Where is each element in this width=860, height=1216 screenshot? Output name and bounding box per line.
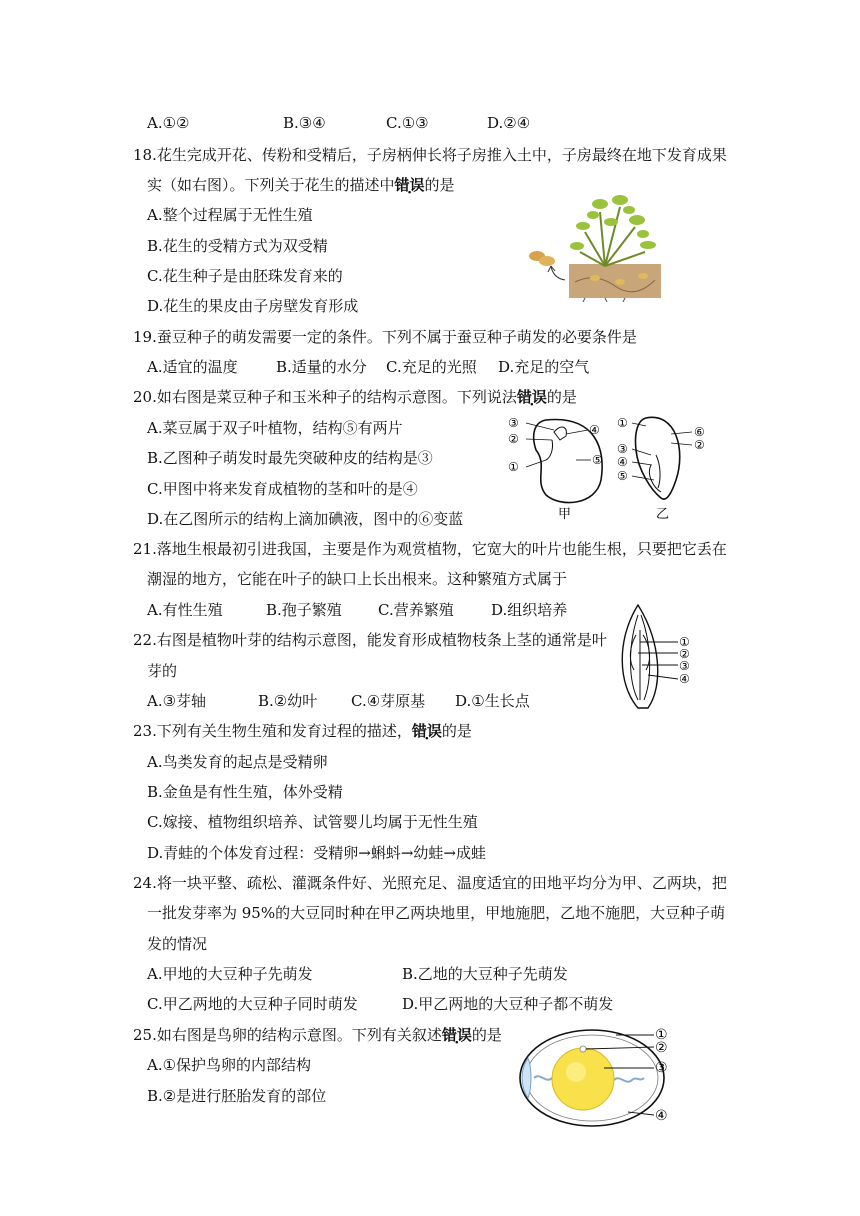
- leaf-bud-figure: [608, 600, 698, 712]
- q18-option-c: C.花生种子是由胚珠发育来的: [147, 267, 343, 285]
- jia-label-2: ②: [508, 432, 519, 446]
- q20-emphasis: 错误: [516, 388, 547, 406]
- q20-option-d: D.在乙图所示的结构上滴加碘液，图中的⑥变蓝: [147, 510, 464, 528]
- q21-option-c: C.营养繁殖: [378, 601, 454, 619]
- yi-label-4: ④: [617, 455, 628, 469]
- q22-option-a: A.③芽轴: [147, 692, 207, 710]
- q18-stem-end: 的是: [424, 176, 455, 194]
- q21-option-a: A.有性生殖: [147, 601, 223, 619]
- q22-option-d: D.①生长点: [455, 692, 530, 710]
- q18-emphasis: 错误: [394, 176, 425, 194]
- q19-stem: 19.蚕豆种子的萌发需要一定的条件。下列不属于蚕豆种子萌发的必要条件是: [133, 328, 637, 346]
- yi-label-2: ②: [694, 438, 705, 452]
- q24-stem-line3: 发的情况: [147, 935, 208, 953]
- jia-label-1: ①: [508, 460, 519, 474]
- q20-stem: [133, 387, 577, 407]
- q21-option-d: D.组织培养: [491, 601, 568, 619]
- bird-egg-figure: [516, 1022, 702, 1134]
- q25-option-b: B.②是进行胚胎发育的部位: [147, 1087, 327, 1105]
- q24-option-c: C.甲乙两地的大豆种子同时萌发: [147, 995, 358, 1013]
- bud-label-3: ③: [679, 659, 690, 673]
- q19-option-d: D.充足的空气: [498, 358, 590, 376]
- q24-stem-line2: 一批发芽率为 95%的大豆同时种在甲乙两块地里，甲地施肥，乙地不施肥，大豆种子萌: [147, 904, 726, 922]
- q24-option-d: D.甲乙两地的大豆种子都不萌发: [402, 995, 614, 1013]
- egg-label-4: ④: [655, 1108, 668, 1124]
- q22-stem-line1: 22.右图是植物叶芽的结构示意图，能发育形成植物枝条上茎的通常是叶: [133, 631, 607, 649]
- q21-option-b: B.孢子繁殖: [266, 601, 342, 619]
- q18-stem-line2: [147, 175, 455, 195]
- q23-option-d: D.青蛙的个体发育过程：受精卵→蝌蚪→幼蛙→成蛙: [147, 844, 486, 862]
- egg-label-3: ③: [655, 1060, 668, 1076]
- jia-label-3: ③: [508, 416, 519, 430]
- q23-option-a: A.鸟类发育的起点是受精卵: [147, 753, 328, 771]
- q18-option-d: D.花生的果皮由子房壁发育形成: [147, 297, 359, 315]
- q25-option-a: A.①保护鸟卵的内部结构: [147, 1056, 312, 1074]
- yi-label-1: ①: [617, 416, 628, 430]
- yi-label-6: ⑥: [694, 425, 705, 439]
- q19-option-b: B.适量的水分: [276, 358, 367, 376]
- q23-stem: [133, 721, 472, 741]
- q18-option-b: B.花生的受精方式为双受精: [147, 237, 328, 255]
- bud-label-2: ②: [679, 647, 690, 661]
- q17-option-d: D.②④: [487, 114, 531, 132]
- q20-stem-text: 20.如右图是菜豆种子和玉米种子的结构示意图。下列说法: [133, 388, 517, 406]
- q17-option-c: C.①③: [386, 114, 429, 132]
- q23-stem-end: 的是: [441, 722, 472, 740]
- q25-emphasis: 错误: [441, 1026, 472, 1044]
- q17-option-b: B.③④: [283, 114, 326, 132]
- q18-stem-text: 实（如右图）。下列关于花生的描述中: [147, 176, 395, 194]
- yi-caption: 乙: [656, 507, 670, 522]
- egg-label-1: ①: [655, 1027, 668, 1043]
- q23-option-c: C.嫁接、植物组织培养、试管婴儿均属于无性生殖: [147, 813, 478, 831]
- q17-option-a: A.①②: [147, 114, 190, 132]
- q24-stem-line1: 24.将一块平整、疏松、灌溉条件好、光照充足、温度适宜的田地平均分为甲、乙两块，把: [133, 874, 727, 892]
- seed-structure-figure: [506, 410, 726, 522]
- q23-stem-text: 23.下列有关生物生殖和发育过程的描述，: [133, 722, 412, 740]
- q23-emphasis: 错误: [411, 722, 442, 740]
- q24-option-a: A.甲地的大豆种子先萌发: [147, 965, 313, 983]
- q25-stem-text: 25.如右图是鸟卵的结构示意图。下列有关叙述: [133, 1026, 442, 1044]
- bud-label-1: ①: [679, 635, 690, 649]
- q18-stem-line1: 18.花生完成开花、传粉和受精后，子房柄伸长将子房推入土中，子房最终在地下发育成果: [133, 146, 727, 164]
- yi-label-3: ③: [617, 442, 628, 456]
- q21-stem-line2: 潮湿的地方，它能在叶子的缺口上长出根来。这种繁殖方式属于: [147, 570, 568, 588]
- q20-option-a: A.菜豆属于双子叶植物，结构⑤有两片: [147, 419, 403, 437]
- q20-option-b: B.乙图种子萌发时最先突破种皮的结构是③: [147, 449, 433, 467]
- jia-label-4: ④: [589, 423, 600, 437]
- egg-label-2: ②: [655, 1040, 668, 1056]
- q19-option-c: C.充足的光照: [386, 358, 477, 376]
- q22-stem-line2: 芽的: [147, 662, 178, 680]
- q25-stem-end: 的是: [471, 1026, 502, 1044]
- q24-option-b: B.乙地的大豆种子先萌发: [402, 965, 568, 983]
- q20-stem-end: 的是: [546, 388, 577, 406]
- q22-option-c: C.④芽原基: [351, 692, 426, 710]
- q22-option-b: B.②幼叶: [258, 692, 318, 710]
- q20-option-c: C.甲图中将来发育成植物的茎和叶的是④: [147, 480, 418, 498]
- q21-stem-line1: 21.落地生根最初引进我国，主要是作为观赏植物，它宽大的叶片也能生根，只要把它丢在: [133, 540, 727, 558]
- q25-stem: [133, 1025, 502, 1045]
- q18-option-a: A.整个过程属于无性生殖: [147, 206, 313, 224]
- yi-label-5: ⑤: [617, 469, 628, 483]
- q23-option-b: B.金鱼是有性生殖，体外受精: [147, 783, 343, 801]
- jia-label-5: ⑤: [592, 453, 603, 467]
- peanut-plant-figure: [525, 182, 670, 302]
- bud-label-4: ④: [679, 672, 690, 686]
- jia-caption: 甲: [558, 507, 572, 522]
- q19-option-a: A.适宜的温度: [147, 358, 238, 376]
